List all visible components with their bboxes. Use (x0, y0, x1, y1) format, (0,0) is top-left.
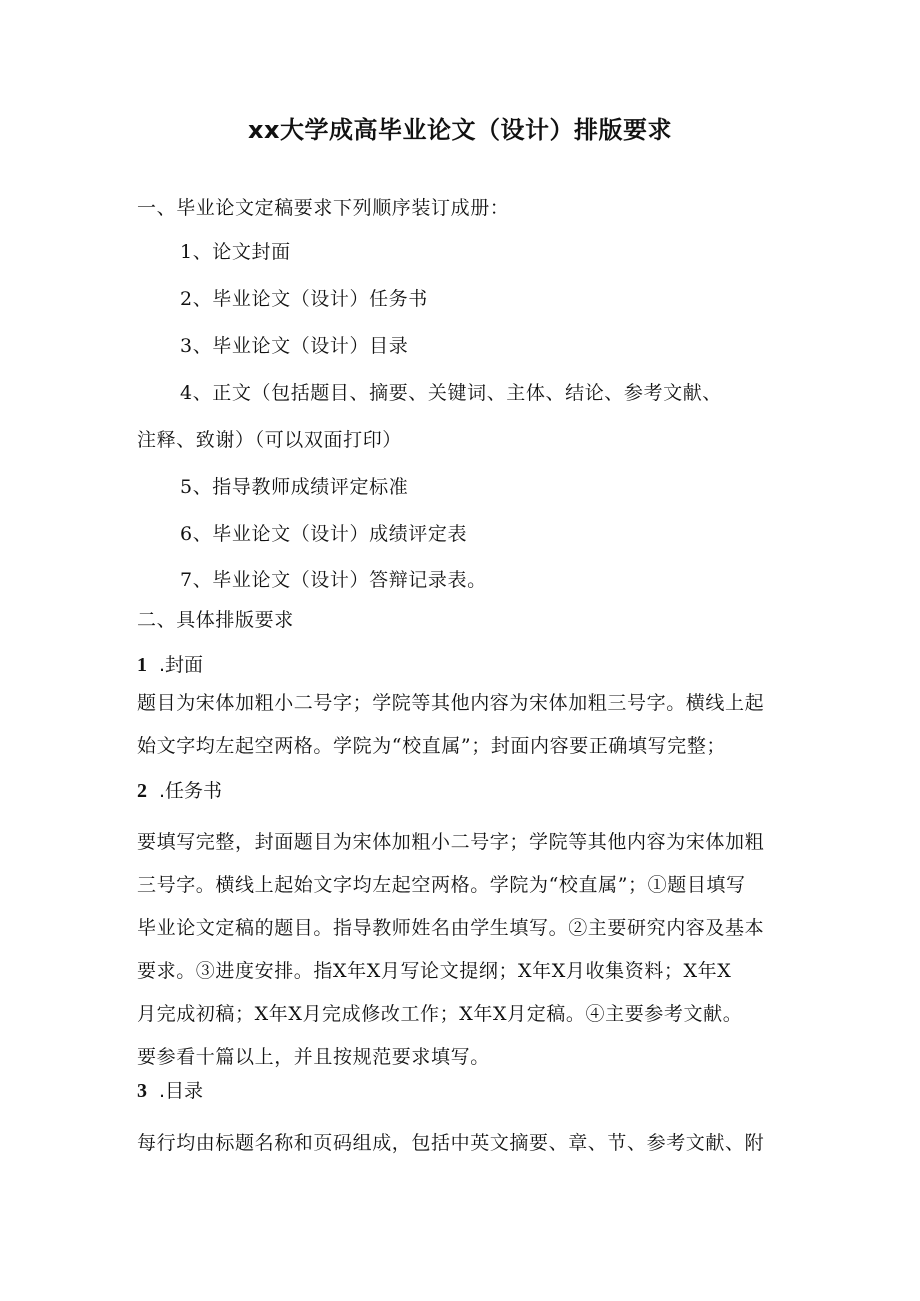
paragraph-line: 月完成初稿；X年X月完成修改工作；X年X月定稿。④主要参考文献。 (137, 1003, 743, 1025)
paragraph-line: 三号字。横线上起始文字均左起空两格。学院为“校直属”；①题目填写 (137, 874, 746, 896)
list-item-task-book: 2、毕业论文（设计）任务书 (180, 288, 428, 310)
cover-heading-number: 1 (137, 654, 147, 676)
page-title: xx大学成高毕业论文（设计）排版要求 (248, 116, 672, 144)
list-item-defense-record: 7、毕业论文（设计）答辩记录表。 (180, 569, 487, 591)
list-item-cover: 1、论文封面 (180, 241, 291, 263)
list-item-advisor-standard: 5、指导教师成绩评定标准 (180, 476, 409, 498)
cover-heading (137, 648, 203, 681)
toc-paragraph (137, 1128, 785, 1171)
toc-heading-label: .目录 (159, 1080, 204, 1102)
task-heading-number: 2 (137, 780, 147, 802)
list-item-body-continued: 注释、致谢）（可以双面打印） (137, 429, 402, 451)
paragraph-line: 题目为宋体加粗小二号字；学院等其他内容为宋体加粗三号字。横线上起 (137, 692, 765, 714)
cover-paragraph (137, 688, 785, 774)
list-item-body: 4、正文（包括题目、摘要、关键词、主体、结论、参考文献、 (180, 382, 722, 404)
section1-heading: 一、毕业论文定稿要求下列顺序装订成册： (137, 197, 510, 219)
section2-heading: 二、具体排版要求 (137, 609, 294, 631)
paragraph-line: 始文字均左起空两格。学院为“校直属”；封面内容要正确填写完整； (137, 735, 727, 757)
paragraph-line: 每行均由标题名称和页码组成，包括中英文摘要、章、节、参考文献、附 (137, 1132, 765, 1154)
paragraph-line: 要求。③进度安排。指X年X月写论文提纲；X年X月收集资料；X年X (137, 960, 732, 982)
paragraph-line: 要填写完整，封面题目为宋体加粗小二号字；学院等其他内容为宋体加粗 (137, 831, 765, 853)
task-heading-label: .任务书 (159, 780, 223, 802)
paragraph-line: 毕业论文定稿的题目。指导教师姓名由学生填写。②主要研究内容及基本 (137, 917, 765, 939)
list-item-score-table: 6、毕业论文（设计）成绩评定表 (180, 523, 468, 545)
task-paragraph (137, 827, 785, 1085)
list-item-toc: 3、毕业论文（设计）目录 (180, 335, 409, 357)
task-heading (137, 774, 222, 807)
toc-heading (137, 1074, 203, 1107)
paragraph-line: 要参看十篇以上，并且按规范要求填写。 (137, 1046, 490, 1068)
toc-heading-number: 3 (137, 1080, 147, 1102)
cover-heading-label: .封面 (159, 654, 204, 676)
